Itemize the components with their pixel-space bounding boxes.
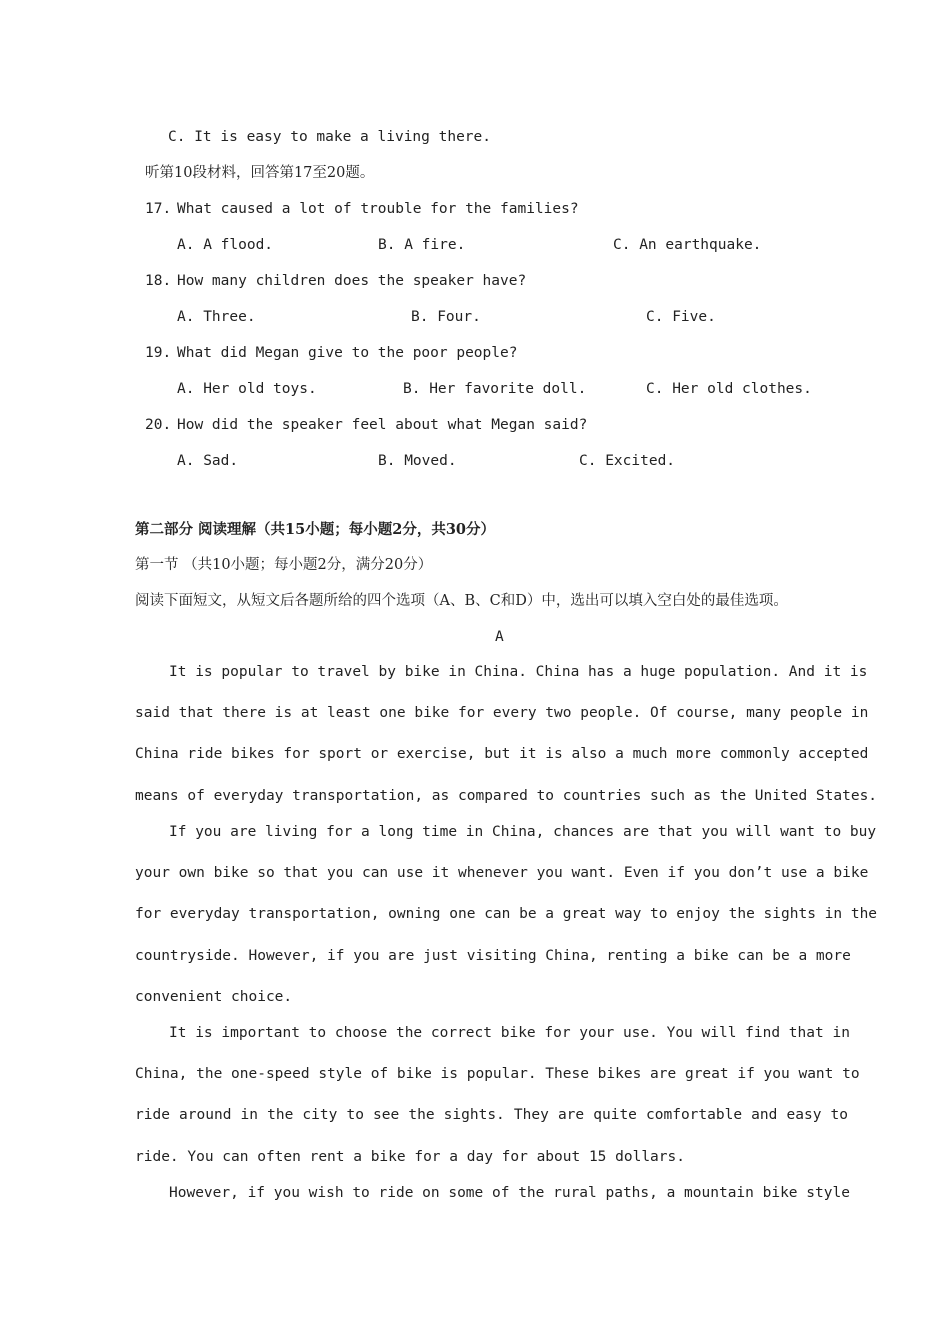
question-18-number: 18.: [145, 273, 172, 289]
passage-paragraph-4: [135, 1173, 848, 1214]
question-18-text: How many children does the speaker have?: [177, 273, 527, 289]
passage-line: China ride bikes for sport or exercise, but it is also a much more commonly accepted: [135, 746, 869, 763]
passage-line: ride. You can often rent a bike for a day for about 15 dollars.: [135, 1148, 685, 1165]
passage-line: for everyday transportation, owning one can be a great way to enjoy the sights in the: [135, 906, 878, 923]
passage-line: your own bike so that you can use it whenever you want. Even if you don’t use a bike: [135, 865, 869, 882]
question-17-number: 17.: [145, 201, 172, 217]
passage-paragraph-2: [135, 812, 878, 1018]
passage-line: It is popular to travel by bike in China. China has a huge population. And it is: [169, 664, 868, 680]
question-17-text: What caused a lot of trouble for the families?: [177, 201, 579, 217]
passage-line: However, if you wish to ride on some of the rural paths, a mountain bike style: [169, 1185, 850, 1201]
question-18-option-b: B. Four.: [411, 309, 481, 325]
question-20-option-a: A. Sad.: [177, 453, 239, 469]
question-19-option-b: B. Her favorite doll.: [403, 381, 587, 397]
passage-line: If you are living for a long time in China, chances are that you will want to buy: [169, 824, 877, 840]
question-20-option-c: C. Excited.: [579, 453, 676, 469]
question-20-option-b: B. Moved.: [378, 453, 457, 469]
question-17-option-b: B. A fire.: [378, 237, 466, 253]
passage-line: convenient choice.: [135, 988, 293, 1005]
passage-line: said that there is at least one bike for every two people. Of course, many people in: [135, 705, 869, 722]
passage-paragraph-1: [135, 652, 878, 817]
part2-section1-heading: 第一节 （共10小题；每小题2分，满分20分）: [135, 557, 433, 573]
passage-line: countryside. However, if you are just visiting China, renting a bike can be a more: [135, 947, 851, 964]
question-20-number: 20.: [145, 417, 172, 433]
passage-line: China, the one-speed style of bike is popular. These bikes are great if you want to: [135, 1066, 860, 1083]
question-19-number: 19.: [145, 345, 172, 361]
part2-heading: 第二部分 阅读理解（共15小题；每小题2分，共30分）: [135, 521, 495, 538]
passage-line: It is important to choose the correct bike for your use. You will find that in: [169, 1025, 850, 1041]
passage-label: A: [495, 629, 504, 645]
passage-line: ride around in the city to see the sights. They are quite comfortable and easy to: [135, 1107, 848, 1124]
question-17-option-c: C. An earthquake.: [613, 237, 762, 253]
question-17-option-a: A. A flood.: [177, 237, 274, 253]
question-20-text: How did the speaker feel about what Megan said?: [177, 417, 588, 433]
question-18-option-c: C. Five.: [646, 309, 716, 325]
q16-option-c: C. It is easy to make a living there.: [168, 129, 492, 145]
passage-line: means of everyday transportation, as compared to countries such as the United States.: [135, 787, 878, 804]
passage-paragraph-3: [135, 1013, 860, 1178]
question-19-option-a: A. Her old toys.: [177, 381, 317, 397]
part2-instruction: 阅读下面短文，从短文后各题所给的四个选项（A、B、C和D）中，选出可以填入空白处的最佳选项。: [135, 593, 788, 609]
listening-section-10-intro: 听第10段材料，回答第17至20题。: [145, 165, 375, 181]
question-19-text: What did Megan give to the poor people?: [177, 345, 518, 361]
question-19-option-c: C. Her old clothes.: [646, 381, 812, 397]
question-18-option-a: A. Three.: [177, 309, 256, 325]
